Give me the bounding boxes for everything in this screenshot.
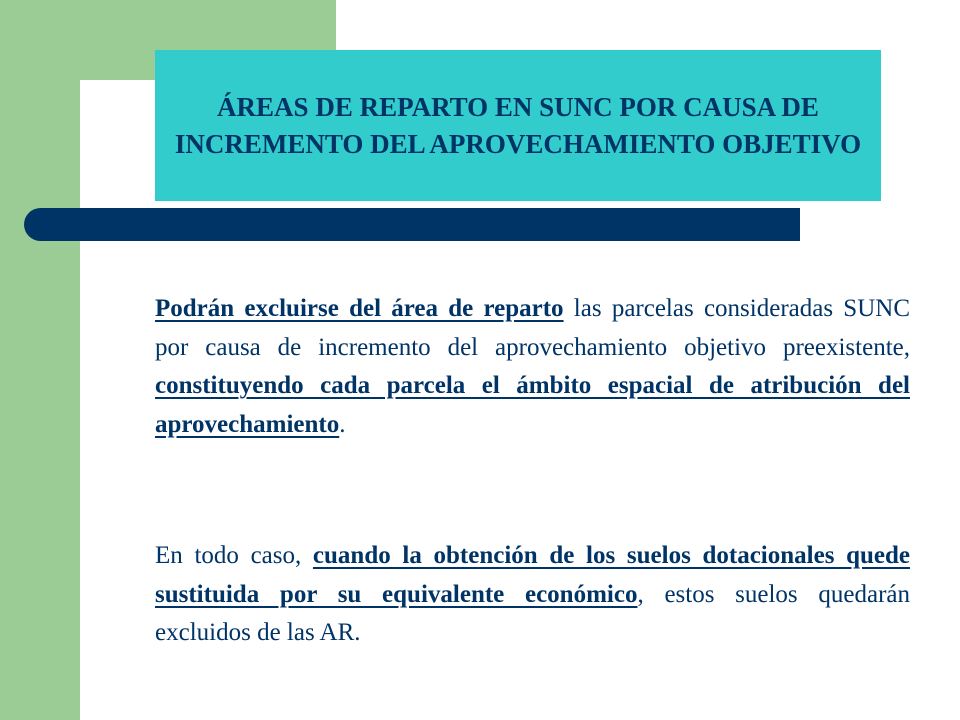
slide-title: ÁREAS DE REPARTO EN SUNC POR CAUSA DE INCREMENTO DEL APROVECHAMIENTO OBJETIVO [174, 91, 862, 159]
paragraph-1-end: . [339, 410, 346, 438]
decorative-navy-divider [24, 208, 800, 241]
decorative-green-sidebar [0, 0, 80, 720]
body-paragraph-1 [155, 290, 910, 444]
title-banner [155, 50, 881, 201]
paragraph-1-emphasis-lead: Podrán excluirse del área de reparto [155, 295, 564, 322]
body-paragraph-2 [155, 537, 910, 653]
paragraph-1-text: las parcelas consideradas SUNC por causa de incremento del aprovechamiento objetivo preexistente, [155, 295, 910, 361]
paragraph-2-lead: En todo caso, [155, 542, 313, 569]
paragraph-2-emphasis: cuando la obtención de los suelos dotacionales quede sustituida por su equivalente económico [155, 542, 911, 608]
paragraph-1-emphasis-tail: constituyendo cada parcela el ámbito espacial de atribución del aprovechamiento [155, 372, 910, 438]
paragraph-2-end: , estos suelos quedarán excluidos de las AR. [155, 580, 910, 646]
